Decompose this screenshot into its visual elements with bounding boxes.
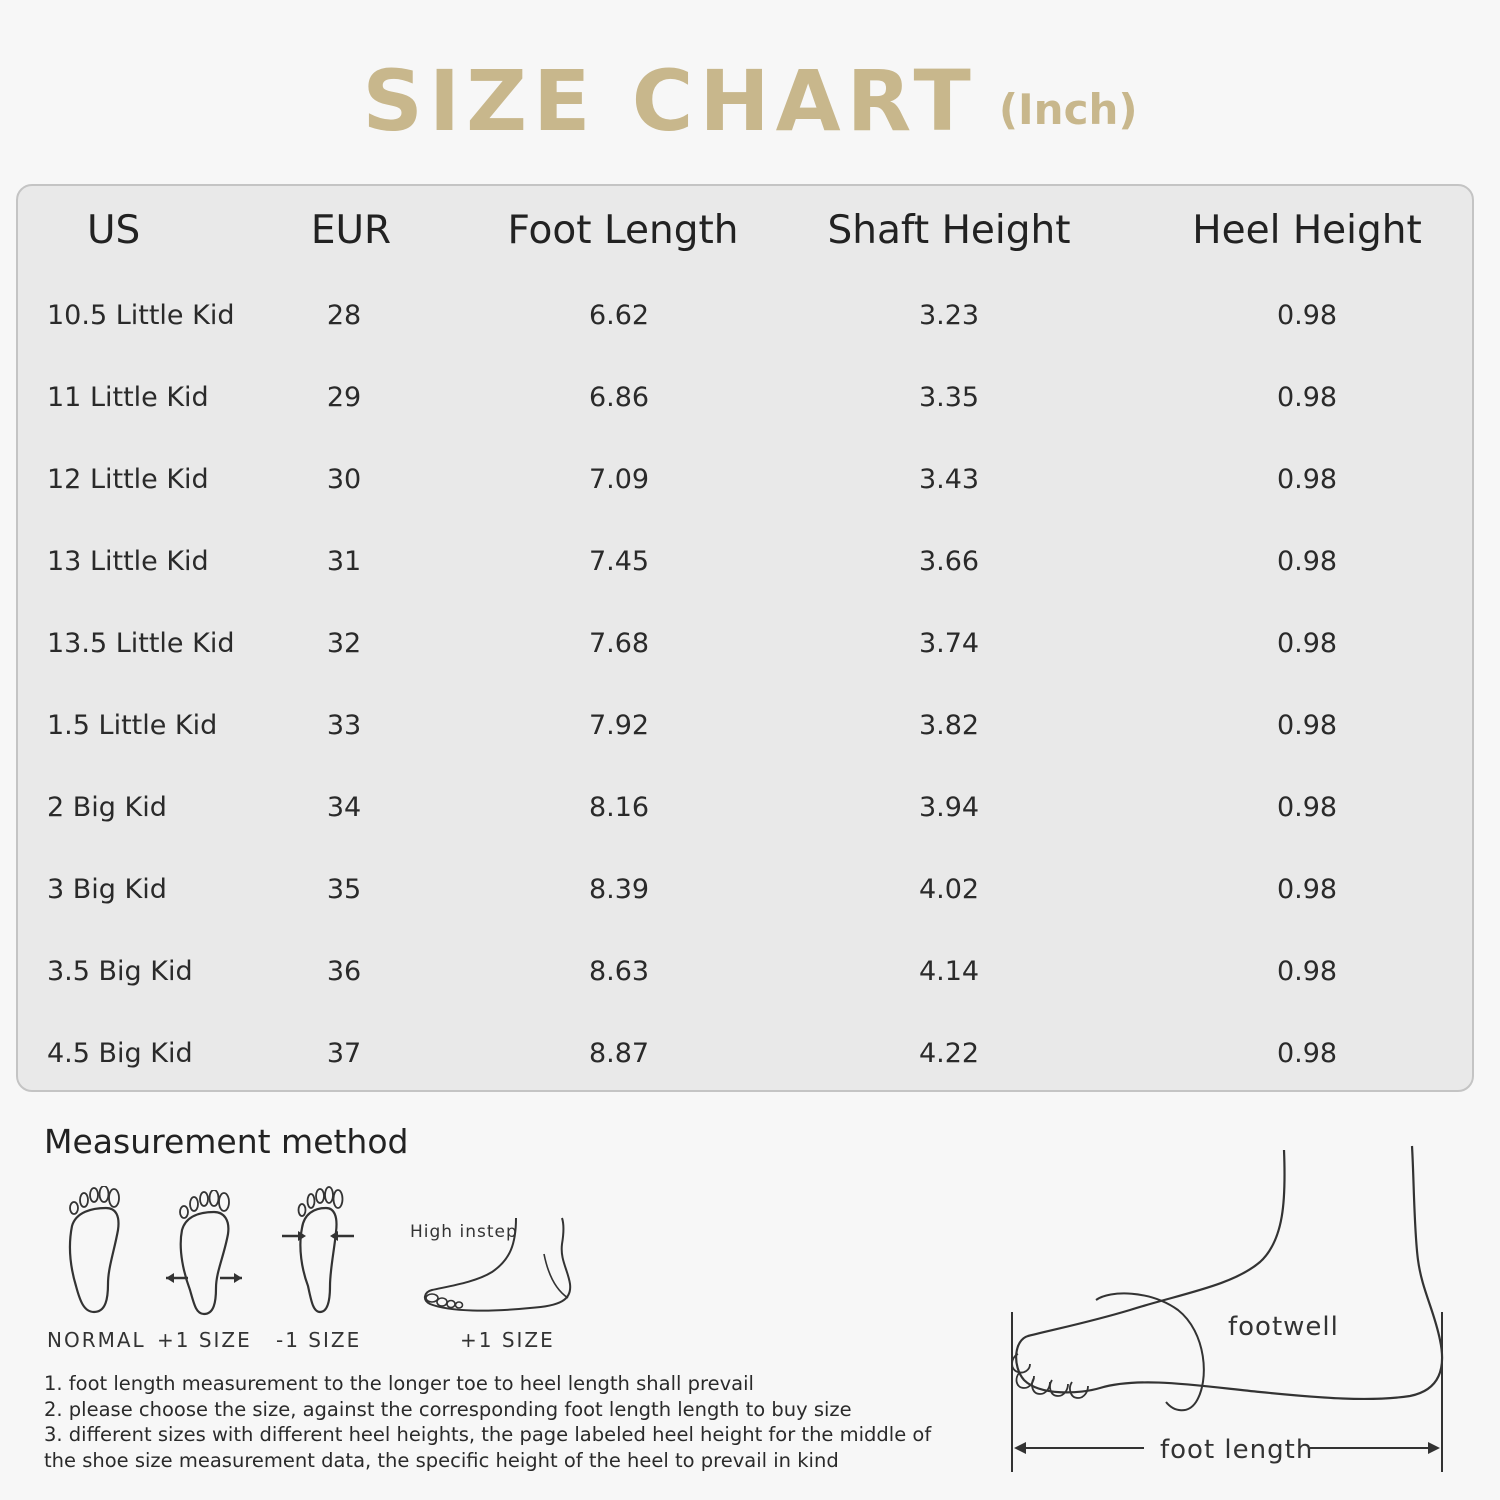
cell-us: 4.5 Big Kid [47,1038,193,1069]
cell-shaft-height: 4.14 [918,956,980,987]
cell-shaft-height: 3.43 [918,464,980,495]
high-instep-foot-icon [420,1214,580,1318]
footwell-label: footwell [1228,1312,1339,1342]
high-instep-label: High instep [410,1222,518,1242]
cell-us: 1.5 Little Kid [47,710,218,741]
cell-heel-height: 0.98 [1276,792,1338,823]
wide-foot-icon [164,1190,244,1318]
cell-heel-height: 0.98 [1276,710,1338,741]
cell-eur: 28 [326,300,362,331]
high-instep-size-label: +1 SIZE [460,1328,555,1352]
cell-us: 2 Big Kid [47,792,167,823]
note-4: the shoe size measurement data, the specific height of the heel to prevail in kind [44,1448,839,1472]
cell-shaft-height: 3.35 [918,382,980,413]
header-shaft-height: Shaft Height [827,208,1071,253]
header-us: US [87,208,141,253]
foot-length-label: foot length [1160,1435,1314,1465]
cell-us: 12 Little Kid [47,464,209,495]
cell-heel-height: 0.98 [1276,1038,1338,1069]
cell-foot-length: 7.68 [588,628,650,659]
size-table [16,184,1474,1092]
cell-eur: 30 [326,464,362,495]
cell-shaft-height: 3.82 [918,710,980,741]
cell-shaft-height: 4.22 [918,1038,980,1069]
cell-eur: 36 [326,956,362,987]
measurement-method-title: Measurement method [44,1122,409,1161]
foot-length-diagram [1000,1140,1460,1480]
cell-heel-height: 0.98 [1276,546,1338,577]
note-2: 2. please choose the size, against the corresponding foot length length to buy size [44,1397,852,1421]
cell-shaft-height: 3.66 [918,546,980,577]
cell-eur: 29 [326,382,362,413]
normal-label: NORMAL [47,1328,146,1352]
cell-eur: 34 [326,792,362,823]
plus-one-size-label: +1 SIZE [157,1328,252,1352]
cell-foot-length: 7.09 [588,464,650,495]
cell-foot-length: 8.39 [588,874,650,905]
cell-foot-length: 8.87 [588,1038,650,1069]
cell-us: 10.5 Little Kid [47,300,235,331]
note-3: 3. different sizes with different heel heights, the page labeled heel height for the middle of [44,1423,932,1446]
measurement-notes [44,1371,964,1473]
narrow-foot-icon [280,1186,356,1318]
normal-foot-icon [62,1186,126,1316]
minus-one-size-label: -1 SIZE [276,1328,362,1352]
cell-foot-length: 8.63 [588,956,650,987]
cell-foot-length: 7.45 [588,546,650,577]
cell-us: 13 Little Kid [47,546,209,577]
cell-heel-height: 0.98 [1276,874,1338,905]
title-unit: (Inch) [998,85,1138,134]
cell-us: 11 Little Kid [47,382,209,413]
cell-heel-height: 0.98 [1276,628,1338,659]
cell-eur: 37 [326,1038,362,1069]
size-chart-title [0,52,1500,150]
cell-foot-length: 7.92 [588,710,650,741]
cell-foot-length: 8.16 [588,792,650,823]
note-1: 1. foot length measurement to the longer toe to heel length shall prevail [44,1372,754,1395]
cell-eur: 32 [326,628,362,659]
cell-heel-height: 0.98 [1276,956,1338,987]
header-eur: EUR [310,208,392,253]
title-main: SIZE CHART [362,52,977,150]
cell-eur: 35 [326,874,362,905]
cell-foot-length: 6.62 [588,300,650,331]
cell-shaft-height: 3.74 [918,628,980,659]
cell-eur: 31 [326,546,362,577]
cell-heel-height: 0.98 [1276,464,1338,495]
cell-heel-height: 0.98 [1276,382,1338,413]
header-heel-height: Heel Height [1192,208,1422,253]
header-foot-length: Foot Length [507,208,739,253]
cell-foot-length: 6.86 [588,382,650,413]
cell-shaft-height: 3.94 [918,792,980,823]
cell-us: 13.5 Little Kid [47,628,235,659]
cell-eur: 33 [326,710,362,741]
cell-shaft-height: 3.23 [918,300,980,331]
cell-us: 3.5 Big Kid [47,956,193,987]
cell-us: 3 Big Kid [47,874,167,905]
cell-shaft-height: 4.02 [918,874,980,905]
cell-heel-height: 0.98 [1276,300,1338,331]
